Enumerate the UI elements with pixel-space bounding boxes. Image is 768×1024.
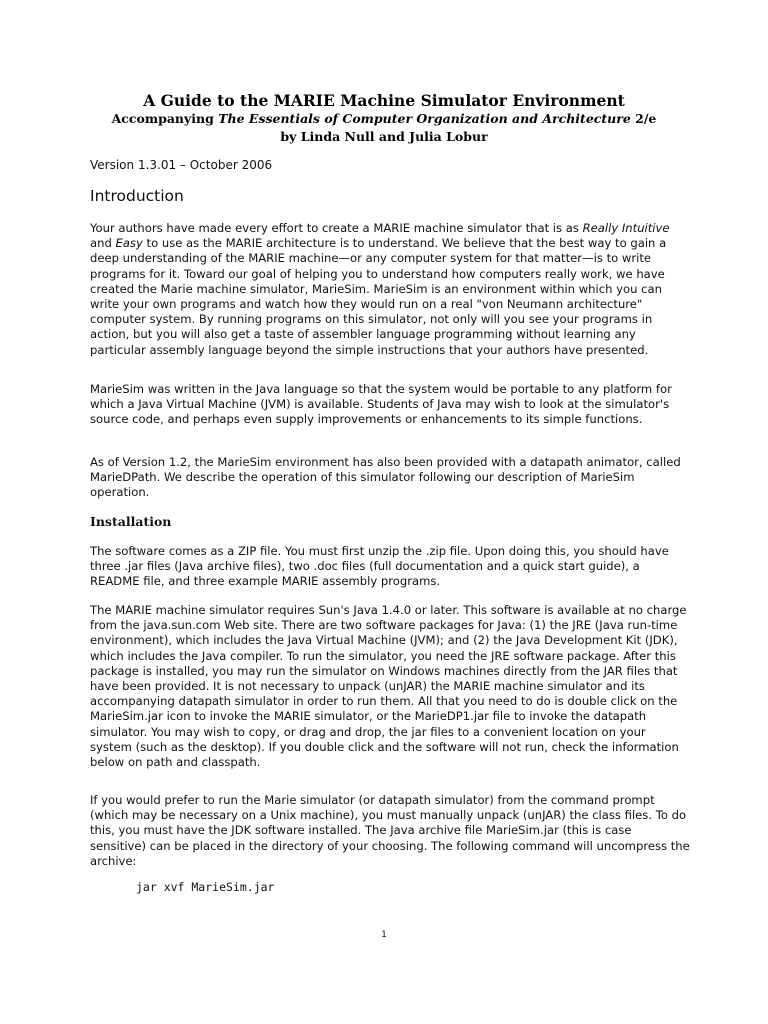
installation-heading: Installation <box>90 514 172 529</box>
installation-paragraph-2: The MARIE machine simulator requires Sun's Java 1.4.0 or later. This software is available at no charge from the java.sun.com Web site. There are two software packages for Java: (1) the JRE (Java run-time environment), which includes the Java Virtual Machine (JVM); and (2) the Java Development Kit (JDK), which includes the Java compiler. To run the simulator, you need the JRE software package. After this package is installed, you may run the simulator on Windows machines directly from the JAR files that have been provided. It is not necessary to unpack (unJAR) the MARIE machine simulator and its accompanying datapath simulator in order to run them. All that you need to do is double click on the MarieSim.jar icon to invoke the MARIE simulator, or the MarieDP1.jar file to invoke the datapath simulator. You may wish to copy, or drag and drop, the jar files to a convenient location on your system (such as the desktop). If you double click and the software will not run, check the information below on path and classpath. <box>90 603 687 770</box>
document-title: A Guide to the MARIE Machine Simulator Environment <box>143 91 625 110</box>
intro-paragraph-2: MarieSim was written in the Java language so that the system would be portable to any platform for which a Java Virtual Machine (JVM) is available. Students of Java may wish to look at the simulator's source code, and perhaps even supply improvements or enhancements to its simple functions. <box>90 382 672 427</box>
subtitle-prefix: Accompanying <box>111 111 219 126</box>
document-subtitle <box>0 110 768 128</box>
intro-p1-emphasis-1: Really Intuitive <box>582 221 670 235</box>
intro-paragraph-1 <box>90 221 690 358</box>
subtitle-suffix: 2/e <box>630 111 657 126</box>
page-number: 1 <box>381 930 387 940</box>
installation-paragraph-1: The software comes as a ZIP file. You must first unzip the .zip file. Upon doing this, you should have three .jar files (Java archive files), two .doc files (full documentation and a quick start guide), a README file, and three example MARIE assembly programs. <box>90 544 669 589</box>
intro-p1-text-b: and <box>90 236 116 251</box>
intro-paragraph-3: As of Version 1.2, the MarieSim environment has also been provided with a datapath animator, called MarieDPath. We describe the operation of this simulator following our description of MarieSim operation. <box>90 455 681 500</box>
introduction-heading: Introduction <box>90 187 184 205</box>
book-title: The Essentials of Computer Organization and Architecture <box>218 111 631 126</box>
version-line: Version 1.3.01 – October 2006 <box>90 158 273 172</box>
title-block <box>0 92 768 146</box>
unjar-command: jar xvf MarieSim.jar <box>136 880 275 894</box>
intro-p1-emphasis-2: Easy <box>115 236 143 251</box>
document-byline: by Linda Null and Julia Lobur <box>280 129 488 144</box>
intro-p1-text-a: Your authors have made every effort to create a MARIE machine simulator that is as <box>90 221 583 235</box>
installation-paragraph-3: If you would prefer to run the Marie simulator (or datapath simulator) from the command prompt (which may be necessary on a Unix machine), you must manually unpack (unJAR) the class files. To do this, you must have the JDK software installed. The Java archive file MarieSim.jar (this is case sensitive) can be placed in the directory of your choosing. The following command will uncompress the archive: <box>90 793 690 868</box>
intro-p1-text-c: to use as the MARIE architecture is to understand. We believe that the best way to gain a deep understanding of the MARIE machine—or any computer system for that matter—is to write programs for it. Toward our goal of helping you to understand how computers really work, we have created the Marie machine simulator, MarieSim. MarieSim is an environment within which you can write your own programs and watch how they would run on a real "von Neumann architecture" computer system. By running programs on this simulator, not only will you see your programs in action, but you will also get a taste of assembler language programming without learning any particular assembly language beyond the simple instructions that your authors have presented. <box>90 236 667 357</box>
